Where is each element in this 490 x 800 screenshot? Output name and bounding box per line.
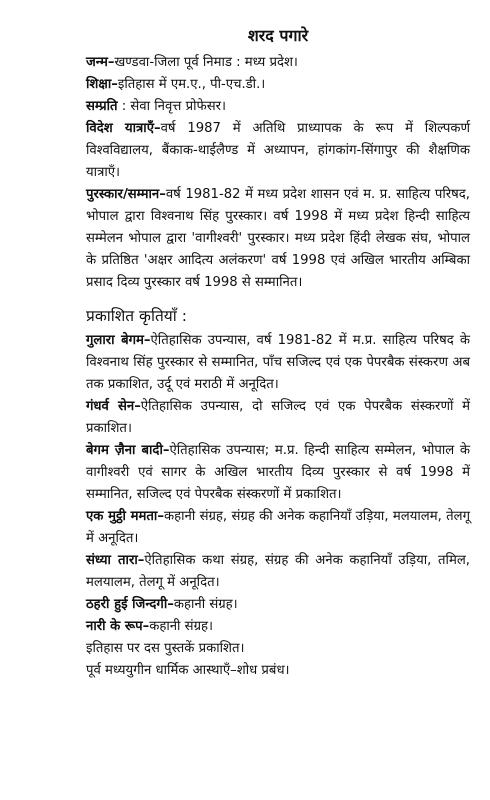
bio-current [86,96,470,118]
work-desc: कहानी संग्रह। [149,619,214,634]
bio-section [86,52,470,294]
works-section [86,330,470,682]
bio-travels-label: विदेश यात्राएँ– [86,121,161,136]
works-heading: प्रकाशित कृतियाँ : [86,307,187,325]
work-item [86,616,470,638]
work-desc: ऐतिहासिक उपन्यास; म.प्र. हिन्दी साहित्य सम्मेलन, भोपाल के वागीश्वरी एवं सागर के अखिल भारतीय दिव्य पुरस्कार से वर्ष 1998 में सम्मानित, सजिल्द एवं पेपरबैक संस्करणों में प्रकाशित। [86,443,471,502]
bio-education [86,74,470,96]
bio-travels-text: वर्ष 1987 में अतिथि प्राध्यापक के रूप में शिल्पकर्ण विश्वविद्यालय, बैंकाक-थाईलैण्ड में अध्यापन, हांगकांग-सिंगापुर की शैक्षणिक यात्राएँ। [86,121,470,180]
bio-education-text: इतिहास में एम.ए., पी-एच.डी.। [117,77,266,92]
extra-line: इतिहास पर दस पुस्तकें प्रकाशित। [86,641,245,656]
work-item [86,440,470,506]
bio-travels [86,118,470,184]
work-title: ठहरी हुई जिन्दगी– [86,597,174,612]
bio-education-label: शिक्षा– [86,77,118,92]
work-item [86,506,470,550]
work-desc: कहानी संग्रह। [173,597,238,612]
work-desc: ऐतिहासिक उपन्यास, वर्ष 1981-82 में म.प्र. साहित्य परिषद के विश्वनाथ सिंह पुरस्कार से सम्मानित, पाँच सजिल्द एवं एक पेपरबैक संस्करण अब तक प्रकाशित, उर्दू एवं मराठी में अनूदित। [86,333,471,392]
bio-current-text: : सेवा निवृत्त प्रोफेसर। [117,99,227,114]
work-desc: कहानी संग्रह, संग्रह की अनेक कहानियाँ उड़िया, मलयालम, तेलगू में अनूदित। [86,509,471,546]
work-title: गंधर्व सेन– [86,399,141,414]
bio-birth-label: जन्म– [86,55,115,70]
work-title: एक मुट्ठी ममता– [86,509,164,524]
work-item [86,594,470,616]
bio-current-label: सम्प्रति [86,99,118,114]
work-item [86,550,470,594]
author-name: शरद पगारे [247,26,309,45]
work-title: नारी के रूप– [86,619,150,634]
work-title: गुलारा बेगम– [86,333,151,348]
work-title: संध्या तारा– [86,553,145,568]
work-item [86,330,470,396]
bio-birth-text: खण्डवा-जिला पूर्व निमाड : मध्य प्रदेश। [114,55,298,70]
work-item [86,396,470,440]
bio-awards-label: पुरस्कार/सम्मान– [86,187,166,202]
work-title: बेगम ज़ैना बादी– [86,443,170,458]
extra-line: पूर्व मध्ययुगीन धार्मिक आस्थाएँ–शोध प्रबंध। [86,663,290,678]
work-desc: ऐतिहासिक उपन्यास, दो सजिल्द एवं एक पेपरबैक संस्करणों में प्रकाशित। [86,399,470,436]
bio-awards-text: वर्ष 1981-82 में मध्य प्रदेश शासन एवं म. प्र. साहित्य परिषद, भोपाल द्वारा विश्वनाथ सिंह पुरस्कार। वर्ष 1998 में मध्य प्रदेश हिन्दी साहित्य सम्मेलन भोपाल द्वारा 'वागीश्वरी' पुरस्कार। मध्य प्रदेश हिंदी लेखक संघ, भोपाल के प्रतिष्ठित 'अक्षर आदित्य अलंकरण' वर्ष 1998 एवं अखिल भारतीय अम्बिका प्रसाद दिव्य पुरस्कार वर्ष 1998 से सम्मानित। [86,187,470,290]
bio-birth [86,52,470,74]
bio-awards [86,184,470,294]
work-desc: ऐतिहासिक कथा संग्रह, संग्रह की अनेक कहानियाँ उड़िया, तमिल, मलयालम, तेलगू में अनूदित। [86,553,470,590]
